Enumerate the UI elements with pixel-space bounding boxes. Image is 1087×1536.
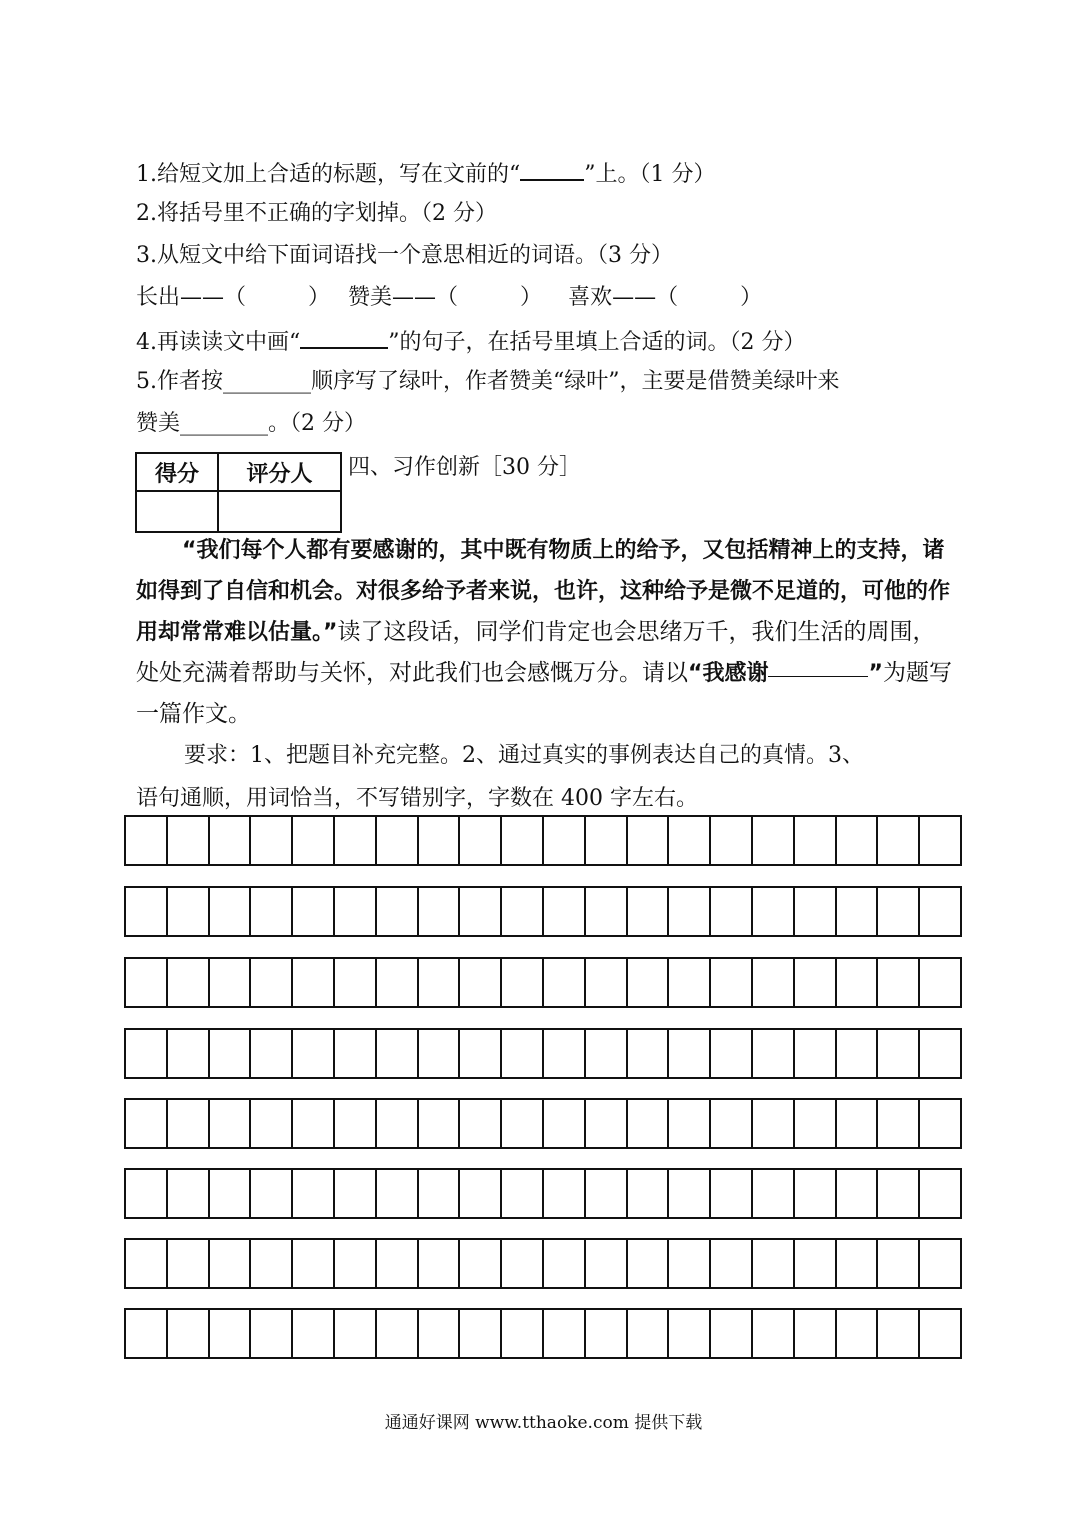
grid-row	[124, 815, 962, 866]
grid-cell[interactable]	[502, 959, 544, 1006]
grid-cell[interactable]	[837, 817, 879, 864]
grid-cell[interactable]	[711, 1240, 753, 1287]
grid-cell[interactable]	[335, 1310, 377, 1357]
grid-cell[interactable]	[377, 1240, 419, 1287]
grid-cell[interactable]	[502, 1100, 544, 1147]
question-4: 4.再读读文中画“ ”的句子，在括号里填上合适的词。（2 分）	[136, 325, 806, 358]
grid-cell[interactable]	[544, 1170, 586, 1217]
grid-cell[interactable]	[126, 817, 168, 864]
grid-cell[interactable]	[502, 1310, 544, 1357]
grid-cell[interactable]	[544, 817, 586, 864]
grid-row	[124, 1028, 962, 1079]
grid-cell[interactable]	[711, 817, 753, 864]
grid-cell[interactable]	[920, 1170, 960, 1217]
grid-cell[interactable]	[628, 1100, 670, 1147]
grid-cell[interactable]	[544, 1240, 586, 1287]
grid-cell[interactable]	[628, 888, 670, 935]
grid-cell[interactable]	[711, 959, 753, 1006]
title-blank	[520, 157, 584, 181]
grid-cell[interactable]	[168, 888, 210, 935]
grid-cell[interactable]	[126, 1030, 168, 1077]
question-5-cont: 赞美________。（2 分）	[136, 411, 366, 436]
grid-cell[interactable]	[335, 888, 377, 935]
grid-cell[interactable]	[335, 1100, 377, 1147]
grid-cell[interactable]	[168, 817, 210, 864]
grid-cell[interactable]	[293, 959, 335, 1006]
grid-cell[interactable]	[126, 888, 168, 935]
grid-cell[interactable]	[837, 1100, 879, 1147]
grid-cell[interactable]	[502, 888, 544, 935]
grid-cell[interactable]	[502, 817, 544, 864]
grid-cell[interactable]	[920, 1030, 960, 1077]
grid-cell[interactable]	[711, 1310, 753, 1357]
grid-cell[interactable]	[586, 1170, 628, 1217]
grid-cell[interactable]	[335, 817, 377, 864]
grid-cell[interactable]	[920, 817, 960, 864]
grid-cell[interactable]	[460, 888, 502, 935]
grid-cell[interactable]	[251, 1310, 293, 1357]
question-2: 2.将括号里不正确的字划掉。（2 分）	[136, 201, 497, 226]
grid-cell[interactable]	[460, 959, 502, 1006]
grid-cell[interactable]	[460, 1170, 502, 1217]
grid-cell[interactable]	[293, 1240, 335, 1287]
grid-cell[interactable]	[377, 888, 419, 935]
grid-cell[interactable]	[628, 1240, 670, 1287]
grid-cell[interactable]	[920, 1310, 960, 1357]
grid-cell[interactable]	[544, 1100, 586, 1147]
grid-cell[interactable]	[586, 888, 628, 935]
grid-row	[124, 886, 962, 937]
grid-cell[interactable]	[753, 1240, 795, 1287]
grid-row	[124, 1308, 962, 1359]
grid-cell[interactable]	[837, 1310, 879, 1357]
grid-cell[interactable]	[502, 1170, 544, 1217]
grader-cell[interactable]	[219, 492, 340, 531]
grid-cell[interactable]	[795, 1310, 837, 1357]
grid-cell[interactable]	[628, 1310, 670, 1357]
grid-cell[interactable]	[586, 1240, 628, 1287]
grid-cell[interactable]	[586, 1310, 628, 1357]
grid-cell[interactable]	[293, 817, 335, 864]
grid-cell[interactable]	[920, 959, 960, 1006]
grid-cell[interactable]	[460, 1310, 502, 1357]
essay-title-blank: ______	[768, 654, 868, 677]
question-3: 3.从短文中给下面词语找一个意思相近的词语。（3 分）	[136, 243, 673, 268]
question-3-words: 长出——（ ） 赞美——（ ） 喜欢——（ ）	[136, 285, 763, 310]
grid-cell[interactable]	[460, 1240, 502, 1287]
grid-cell[interactable]	[544, 1310, 586, 1357]
grid-cell[interactable]	[628, 817, 670, 864]
sentence-blank	[300, 325, 388, 349]
grid-cell[interactable]	[753, 817, 795, 864]
grid-cell[interactable]	[753, 1310, 795, 1357]
grid-cell[interactable]	[669, 1030, 711, 1077]
requirements-line-2: 语句通顺，用词恰当，不写错别字，字数在 400 字左右。	[136, 786, 698, 811]
grid-cell[interactable]	[126, 1240, 168, 1287]
section-title: 四、习作创新［30 分］	[348, 455, 581, 480]
grid-cell[interactable]	[210, 1100, 252, 1147]
grid-cell[interactable]	[419, 888, 461, 935]
grid-cell[interactable]	[335, 959, 377, 1006]
grid-cell[interactable]	[377, 1030, 419, 1077]
grid-cell[interactable]	[628, 1030, 670, 1077]
grid-cell[interactable]	[126, 1310, 168, 1357]
grid-cell[interactable]	[669, 1240, 711, 1287]
grid-cell[interactable]	[168, 1100, 210, 1147]
grid-cell[interactable]	[210, 1030, 252, 1077]
grid-cell[interactable]	[795, 1030, 837, 1077]
grid-cell[interactable]	[795, 959, 837, 1006]
grid-cell[interactable]	[753, 1170, 795, 1217]
grid-cell[interactable]	[544, 1030, 586, 1077]
grid-cell[interactable]	[168, 959, 210, 1006]
essay-title-open: “我感谢	[688, 661, 769, 686]
grid-cell[interactable]	[210, 1240, 252, 1287]
grid-cell[interactable]	[628, 959, 670, 1006]
grid-cell[interactable]	[878, 1240, 920, 1287]
grid-cell[interactable]	[251, 1030, 293, 1077]
grid-cell[interactable]	[251, 1100, 293, 1147]
grid-cell[interactable]	[878, 1310, 920, 1357]
grid-cell[interactable]	[878, 1100, 920, 1147]
grid-cell[interactable]	[377, 1310, 419, 1357]
grid-row	[124, 1098, 962, 1149]
grid-cell[interactable]	[460, 1030, 502, 1077]
grid-cell[interactable]	[293, 888, 335, 935]
grid-cell[interactable]	[251, 1170, 293, 1217]
grid-row	[124, 1168, 962, 1219]
grid-cell[interactable]	[669, 817, 711, 864]
grid-cell[interactable]	[753, 1100, 795, 1147]
grid-cell[interactable]	[168, 1310, 210, 1357]
grid-cell[interactable]	[544, 959, 586, 1006]
grid-cell[interactable]	[293, 1310, 335, 1357]
grid-cell[interactable]	[711, 1100, 753, 1147]
grid-cell[interactable]	[795, 817, 837, 864]
grid-cell[interactable]	[669, 1310, 711, 1357]
grid-cell[interactable]	[669, 1100, 711, 1147]
essay-prompt	[136, 530, 956, 735]
grid-cell[interactable]	[502, 1240, 544, 1287]
grid-cell[interactable]	[251, 959, 293, 1006]
grid-cell[interactable]	[920, 1240, 960, 1287]
grid-cell[interactable]	[168, 1240, 210, 1287]
grid-cell[interactable]	[586, 959, 628, 1006]
grid-cell[interactable]	[335, 1240, 377, 1287]
grid-cell[interactable]	[210, 959, 252, 1006]
grid-cell[interactable]	[419, 817, 461, 864]
grid-cell[interactable]	[419, 1100, 461, 1147]
grid-cell[interactable]	[335, 1170, 377, 1217]
grid-cell[interactable]	[210, 1170, 252, 1217]
grid-cell[interactable]	[920, 888, 960, 935]
question-1: 1.给短文加上合适的标题，写在文前的“ ”上。（1 分）	[136, 157, 716, 190]
grid-cell[interactable]	[502, 1030, 544, 1077]
question-5: 5.作者按________顺序写了绿叶，作者赞美“绿叶”，主要是借赞美绿叶来	[136, 369, 840, 394]
grid-cell[interactable]	[544, 888, 586, 935]
essay-title-after: 为题写一篇作文。	[136, 660, 952, 727]
grid-cell[interactable]	[251, 1240, 293, 1287]
grid-cell[interactable]	[419, 1240, 461, 1287]
grid-cell[interactable]	[210, 817, 252, 864]
grid-cell[interactable]	[878, 1030, 920, 1077]
grid-cell[interactable]	[126, 959, 168, 1006]
requirements-line-1: 要求：1、把题目补充完整。2、通过真实的事例表达自己的真情。3、	[184, 743, 864, 768]
essay-intro: 读了这段话，同学们肯定也会思绪万千，我们生活的周围，处处充满着帮助与关怀，对此我们也会感慨万分。请以	[136, 619, 936, 686]
footer: 通通好课网 www.tthaoke.com 提供下载	[384, 1413, 703, 1433]
grid-cell[interactable]	[753, 1030, 795, 1077]
grid-cell[interactable]	[419, 1170, 461, 1217]
grid-cell[interactable]	[210, 888, 252, 935]
grid-cell[interactable]	[878, 888, 920, 935]
grid-cell[interactable]	[753, 959, 795, 1006]
grid-cell[interactable]	[669, 888, 711, 935]
grid-cell[interactable]	[335, 1030, 377, 1077]
grid-cell[interactable]	[711, 888, 753, 935]
grid-cell[interactable]	[878, 1170, 920, 1217]
grid-cell[interactable]	[837, 1030, 879, 1077]
grid-cell[interactable]	[711, 1030, 753, 1077]
grid-cell[interactable]	[377, 817, 419, 864]
grid-cell[interactable]	[753, 888, 795, 935]
grid-cell[interactable]	[669, 959, 711, 1006]
grid-cell[interactable]	[168, 1030, 210, 1077]
grid-row	[124, 1238, 962, 1289]
grid-cell[interactable]	[460, 1100, 502, 1147]
grid-cell[interactable]	[210, 1310, 252, 1357]
grid-cell[interactable]	[795, 1240, 837, 1287]
grid-cell[interactable]	[628, 1170, 670, 1217]
grid-cell[interactable]	[419, 959, 461, 1006]
score-cell[interactable]	[137, 492, 219, 531]
grid-cell[interactable]	[837, 888, 879, 935]
grid-cell[interactable]	[377, 959, 419, 1006]
grid-cell[interactable]	[293, 1100, 335, 1147]
grid-cell[interactable]	[837, 959, 879, 1006]
grid-row	[124, 957, 962, 1008]
grid-cell[interactable]	[795, 1170, 837, 1217]
grid-cell[interactable]	[419, 1030, 461, 1077]
grid-cell[interactable]	[795, 888, 837, 935]
grid-cell[interactable]	[711, 1170, 753, 1217]
grid-cell[interactable]	[126, 1170, 168, 1217]
grid-cell[interactable]	[878, 959, 920, 1006]
grid-cell[interactable]	[168, 1170, 210, 1217]
essay-title-close: ”	[868, 661, 883, 686]
grid-cell[interactable]	[377, 1170, 419, 1217]
essay-quote: “我们每个人都有要感谢的，其中既有物质上的给予，又包括精神上的支持，诸如得到了自信和机会。对很多给予者来说，也许，这种给予是微不足道的，可他的作用却常常难以估量。”	[136, 538, 951, 645]
grid-cell[interactable]	[126, 1100, 168, 1147]
grid-cell[interactable]	[293, 1030, 335, 1077]
grid-cell[interactable]	[586, 1100, 628, 1147]
grid-cell[interactable]	[460, 817, 502, 864]
grid-cell[interactable]	[878, 817, 920, 864]
grid-cell[interactable]	[251, 817, 293, 864]
score-label: 得分	[137, 454, 219, 492]
grid-cell[interactable]	[586, 1030, 628, 1077]
grid-cell[interactable]	[251, 888, 293, 935]
grid-cell[interactable]	[419, 1310, 461, 1357]
grid-cell[interactable]	[586, 817, 628, 864]
score-box	[135, 452, 342, 533]
grid-cell[interactable]	[837, 1170, 879, 1217]
grid-cell[interactable]	[795, 1100, 837, 1147]
grid-cell[interactable]	[837, 1240, 879, 1287]
grid-cell[interactable]	[293, 1170, 335, 1217]
grid-cell[interactable]	[377, 1100, 419, 1147]
grader-label: 评分人	[219, 454, 340, 492]
grid-cell[interactable]	[920, 1100, 960, 1147]
grid-cell[interactable]	[669, 1170, 711, 1217]
